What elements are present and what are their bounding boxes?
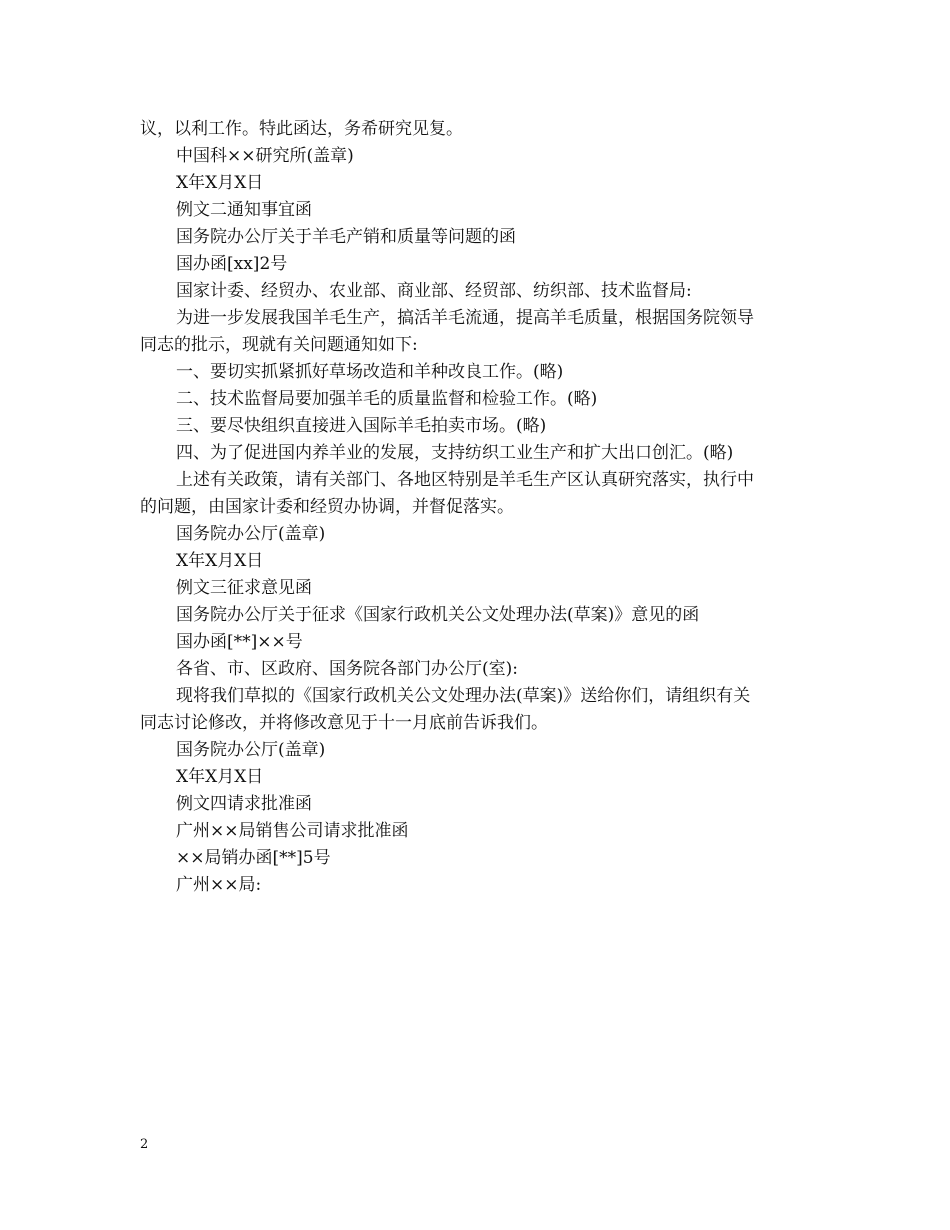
text-line: 例文三征求意见函 [176,578,312,598]
text-line: 国办函[**]××号 [176,632,303,652]
text-line: 中国科××研究所(盖章) [176,146,354,166]
text-line: ××局销办函[**]5号 [176,848,331,868]
text-line: 国务院办公厅关于征求《国家行政机关公文处理办法(草案)》意见的函 [176,605,700,625]
document-body [140,116,820,899]
text-line: 各省、市、区政府、国务院各部门办公厅(室): [176,659,518,679]
text-line: 四、为了促进国内养羊业的发展，支持纺织工业生产和扩大出口创汇。(略) [176,443,734,463]
text-line: 例文二通知事宜函 [176,200,312,220]
text-line: 同志的批示，现就有关问题通知如下: [140,335,418,355]
text-line: 三、要尽快组织直接进入国际羊毛拍卖市场。(略) [176,416,547,436]
text-line: 广州××局销售公司请求批准函 [176,821,409,841]
text-line: 上述有关政策，请有关部门、各地区特别是羊毛生产区认真研究落实，执行中 [176,470,754,490]
text-line: 例文四请求批准函 [176,794,312,814]
text-line: 的问题，由国家计委和经贸办协调，并督促落实。 [140,497,514,517]
text-line: 现将我们草拟的《国家行政机关公文处理办法(草案)》送给你们，请组织有关 [176,686,751,706]
text-line: 广州××局: [176,875,262,895]
text-line: 一、要切实抓紧抓好草场改造和羊种改良工作。(略) [176,362,564,382]
text-line: 国办函[xx]2号 [176,254,288,274]
text-line: X年X月X日 [176,767,264,787]
text-line: 为进一步发展我国羊毛生产，搞活羊毛流通，提高羊毛质量，根据国务院领导 [176,308,754,328]
text-line: 议，以利工作。特此函达，务希研究见复。 [140,119,463,139]
text-line: 国务院办公厅关于羊毛产销和质量等问题的函 [176,227,516,247]
text-line: 同志讨论修改，并将修改意见于十一月底前告诉我们。 [140,713,548,733]
page-number: 2 [140,1137,149,1152]
text-line: 国务院办公厅(盖章) [176,524,326,544]
text-line: 国务院办公厅(盖章) [176,740,326,760]
text-line: X年X月X日 [176,173,264,193]
text-line: 国家计委、经贸办、农业部、商业部、经贸部、纺织部、技术监督局: [176,281,692,301]
text-line: 二、技术监督局要加强羊毛的质量监督和检验工作。(略) [176,389,598,409]
text-line: X年X月X日 [176,551,264,571]
